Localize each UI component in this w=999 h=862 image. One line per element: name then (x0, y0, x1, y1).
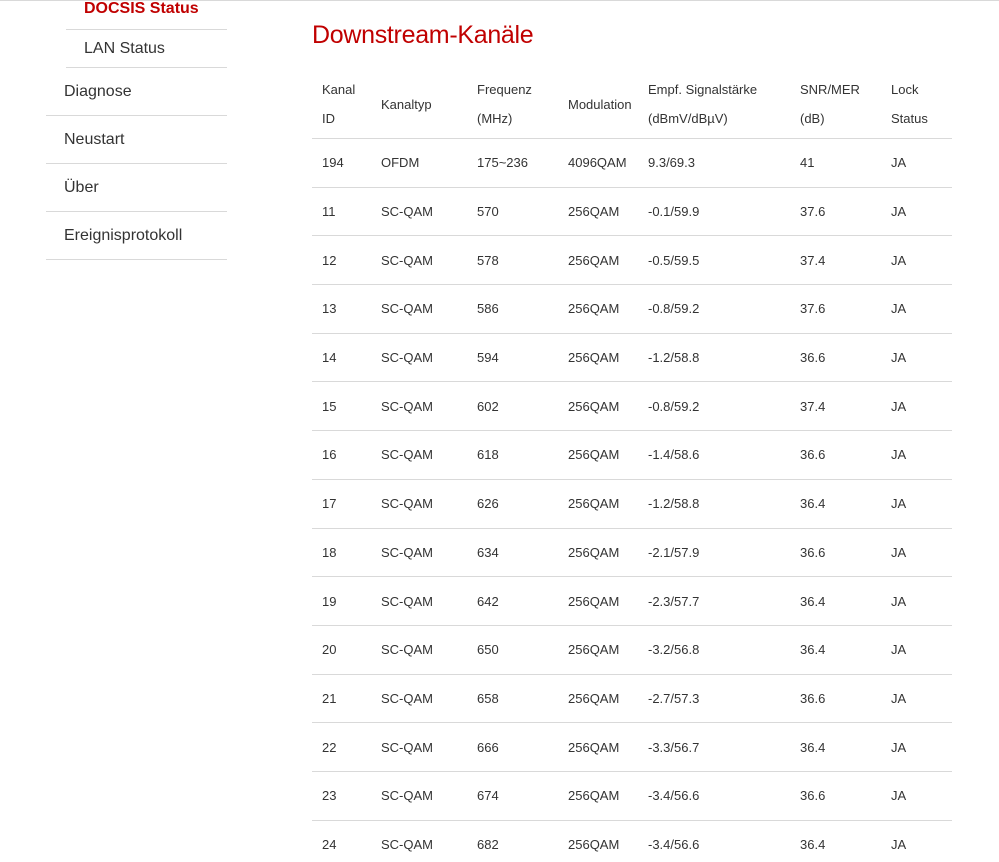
table-cell-snr-mer: 36.4 (790, 577, 881, 626)
table-row (312, 285, 952, 334)
column-header-signalstaerke (638, 70, 790, 139)
table-cell-modulation: 256QAM (558, 625, 638, 674)
table-cell-frequenz: 578 (467, 236, 558, 285)
table-cell-frequenz: 618 (467, 431, 558, 480)
sidebar-item-label: Über (64, 179, 99, 196)
table-cell-snr-mer: 37.4 (790, 382, 881, 431)
table-cell-kanal-id: 16 (312, 431, 371, 480)
column-header-line1: Frequenz (477, 82, 532, 97)
page-title: Downstream-Kanäle (312, 21, 534, 49)
table-row (312, 382, 952, 431)
table-cell-signalstaerke: -0.8/59.2 (638, 382, 790, 431)
table-cell-kanal-id: 15 (312, 382, 371, 431)
table-row (312, 674, 952, 723)
table-cell-snr-mer: 36.6 (790, 674, 881, 723)
table-row (312, 236, 952, 285)
column-header-line1: Lock (891, 82, 919, 97)
table-cell-snr-mer: 36.6 (790, 333, 881, 382)
table-body (312, 139, 952, 862)
table-cell-frequenz: 658 (467, 674, 558, 723)
table-cell-kanaltyp: SC-QAM (371, 382, 467, 431)
sidebar-item-diagnose[interactable] (46, 68, 227, 116)
table-cell-signalstaerke: -0.8/59.2 (638, 285, 790, 334)
table-row (312, 723, 952, 772)
table-cell-lock-status: JA (881, 820, 952, 862)
table-cell-lock-status: JA (881, 333, 952, 382)
table-row (312, 625, 952, 674)
sidebar-item-ueber[interactable] (46, 164, 227, 212)
table-cell-frequenz: 175~236 (467, 139, 558, 188)
downstream-channels-table (312, 70, 952, 862)
table-cell-modulation: 256QAM (558, 333, 638, 382)
table-row (312, 577, 952, 626)
table-cell-kanaltyp: SC-QAM (371, 528, 467, 577)
column-header-line2: (dB) (800, 111, 825, 126)
table-cell-lock-status: JA (881, 285, 952, 334)
table-cell-frequenz: 586 (467, 285, 558, 334)
sidebar-item-label: Ereignisprotokoll (64, 227, 183, 244)
table-cell-signalstaerke: -3.4/56.6 (638, 771, 790, 820)
sidebar-nav (46, 1, 227, 260)
table-cell-lock-status: JA (881, 236, 952, 285)
table-cell-kanal-id: 20 (312, 625, 371, 674)
column-header-line1: Kanaltyp (381, 96, 432, 112)
table-cell-kanaltyp: SC-QAM (371, 431, 467, 480)
table-cell-kanal-id: 18 (312, 528, 371, 577)
table-cell-frequenz: 666 (467, 723, 558, 772)
table-cell-signalstaerke: -2.3/57.7 (638, 577, 790, 626)
table-row (312, 431, 952, 480)
table-row (312, 771, 952, 820)
table-cell-snr-mer: 41 (790, 139, 881, 188)
column-header-line2: (MHz) (477, 111, 513, 126)
table-cell-signalstaerke: 9.3/69.3 (638, 139, 790, 188)
table-cell-modulation: 256QAM (558, 771, 638, 820)
table-cell-frequenz: 650 (467, 625, 558, 674)
table-cell-signalstaerke: -1.4/58.6 (638, 431, 790, 480)
column-header-line2: ID (322, 111, 335, 126)
table-cell-kanaltyp: SC-QAM (371, 723, 467, 772)
table-cell-frequenz: 642 (467, 577, 558, 626)
table-cell-kanaltyp: OFDM (371, 139, 467, 188)
sidebar-item-label: Neustart (64, 131, 125, 148)
table-cell-modulation: 256QAM (558, 431, 638, 480)
table-cell-snr-mer: 36.4 (790, 625, 881, 674)
table-row (312, 187, 952, 236)
table-cell-snr-mer: 36.4 (790, 479, 881, 528)
table-cell-modulation: 256QAM (558, 528, 638, 577)
sidebar-item-neustart[interactable] (46, 116, 227, 164)
table-cell-snr-mer: 37.6 (790, 285, 881, 334)
table-cell-modulation: 256QAM (558, 674, 638, 723)
table-cell-kanal-id: 17 (312, 479, 371, 528)
table-cell-snr-mer: 36.6 (790, 528, 881, 577)
table-row (312, 479, 952, 528)
table-cell-modulation: 256QAM (558, 187, 638, 236)
table-cell-kanaltyp: SC-QAM (371, 285, 467, 334)
table-cell-signalstaerke: -2.1/57.9 (638, 528, 790, 577)
table-cell-kanal-id: 23 (312, 771, 371, 820)
column-header-line1: SNR/MER (800, 82, 860, 97)
column-header-kanal-id (312, 70, 371, 139)
table-cell-kanaltyp: SC-QAM (371, 820, 467, 862)
table-cell-frequenz: 626 (467, 479, 558, 528)
table-cell-kanaltyp: SC-QAM (371, 577, 467, 626)
table-cell-kanal-id: 11 (312, 187, 371, 236)
table-row (312, 528, 952, 577)
table-cell-kanal-id: 22 (312, 723, 371, 772)
sidebar-item-docsis-status[interactable] (66, 1, 227, 30)
table-row (312, 333, 952, 382)
table-cell-snr-mer: 36.6 (790, 431, 881, 480)
table-cell-signalstaerke: -3.2/56.8 (638, 625, 790, 674)
table-cell-modulation: 256QAM (558, 577, 638, 626)
table-cell-kanaltyp: SC-QAM (371, 625, 467, 674)
table-cell-signalstaerke: -0.1/59.9 (638, 187, 790, 236)
table-cell-modulation: 256QAM (558, 723, 638, 772)
table-cell-frequenz: 594 (467, 333, 558, 382)
table-cell-snr-mer: 36.4 (790, 820, 881, 862)
sidebar-item-ereignisprotokoll[interactable] (46, 212, 227, 260)
table-cell-signalstaerke: -3.3/56.7 (638, 723, 790, 772)
column-header-modulation (558, 70, 638, 139)
table-cell-frequenz: 682 (467, 820, 558, 862)
table-cell-kanal-id: 194 (312, 139, 371, 188)
table-cell-kanal-id: 21 (312, 674, 371, 723)
table-cell-kanal-id: 12 (312, 236, 371, 285)
column-header-line1: Modulation (568, 96, 632, 112)
table-cell-kanaltyp: SC-QAM (371, 674, 467, 723)
table-cell-lock-status: JA (881, 674, 952, 723)
table-cell-lock-status: JA (881, 771, 952, 820)
table-cell-snr-mer: 37.4 (790, 236, 881, 285)
column-header-frequenz (467, 70, 558, 139)
table-cell-lock-status: JA (881, 139, 952, 188)
table-row (312, 139, 952, 188)
table-cell-modulation: 256QAM (558, 479, 638, 528)
table-cell-modulation: 256QAM (558, 285, 638, 334)
table-cell-modulation: 256QAM (558, 820, 638, 862)
column-header-line1: Empf. Signalstärke (648, 82, 758, 97)
table-cell-signalstaerke: -2.7/57.3 (638, 674, 790, 723)
table-cell-modulation: 256QAM (558, 382, 638, 431)
table-cell-signalstaerke: -1.2/58.8 (638, 333, 790, 382)
column-header-line2: (dBmV/dBµV) (648, 111, 728, 126)
table-cell-snr-mer: 37.6 (790, 187, 881, 236)
table-cell-lock-status: JA (881, 431, 952, 480)
column-header-kanaltyp (371, 70, 467, 139)
table-cell-lock-status: JA (881, 382, 952, 431)
table-cell-kanaltyp: SC-QAM (371, 479, 467, 528)
table-cell-kanaltyp: SC-QAM (371, 236, 467, 285)
table-header-row (312, 70, 952, 139)
table-cell-kanal-id: 24 (312, 820, 371, 862)
table-cell-kanal-id: 19 (312, 577, 371, 626)
table-cell-snr-mer: 36.6 (790, 771, 881, 820)
column-header-snr-mer (790, 70, 881, 139)
sidebar-item-label: Diagnose (64, 83, 132, 100)
table-cell-frequenz: 674 (467, 771, 558, 820)
table-cell-modulation: 256QAM (558, 236, 638, 285)
table-cell-lock-status: JA (881, 528, 952, 577)
table-cell-lock-status: JA (881, 187, 952, 236)
table-row (312, 820, 952, 862)
table-cell-kanaltyp: SC-QAM (371, 333, 467, 382)
column-header-lock-status (881, 70, 952, 139)
table-cell-kanal-id: 14 (312, 333, 371, 382)
table-cell-snr-mer: 36.4 (790, 723, 881, 772)
sidebar-item-label: DOCSIS Status (84, 0, 199, 17)
table-cell-kanaltyp: SC-QAM (371, 771, 467, 820)
column-header-line1: Kanal (322, 82, 356, 97)
table-cell-lock-status: JA (881, 723, 952, 772)
table-cell-signalstaerke: -0.5/59.5 (638, 236, 790, 285)
table-cell-frequenz: 634 (467, 528, 558, 577)
table-cell-frequenz: 602 (467, 382, 558, 431)
column-header-line2: Status (891, 111, 928, 126)
table-cell-lock-status: JA (881, 577, 952, 626)
sidebar-item-label: LAN Status (84, 40, 165, 57)
table-cell-lock-status: JA (881, 625, 952, 674)
table-cell-lock-status: JA (881, 479, 952, 528)
table-cell-signalstaerke: -1.2/58.8 (638, 479, 790, 528)
table-cell-modulation: 4096QAM (558, 139, 638, 188)
sidebar-item-lan-status[interactable] (66, 30, 227, 68)
table-cell-signalstaerke: -3.4/56.6 (638, 820, 790, 862)
table-cell-frequenz: 570 (467, 187, 558, 236)
table-cell-kanaltyp: SC-QAM (371, 187, 467, 236)
table-cell-kanal-id: 13 (312, 285, 371, 334)
